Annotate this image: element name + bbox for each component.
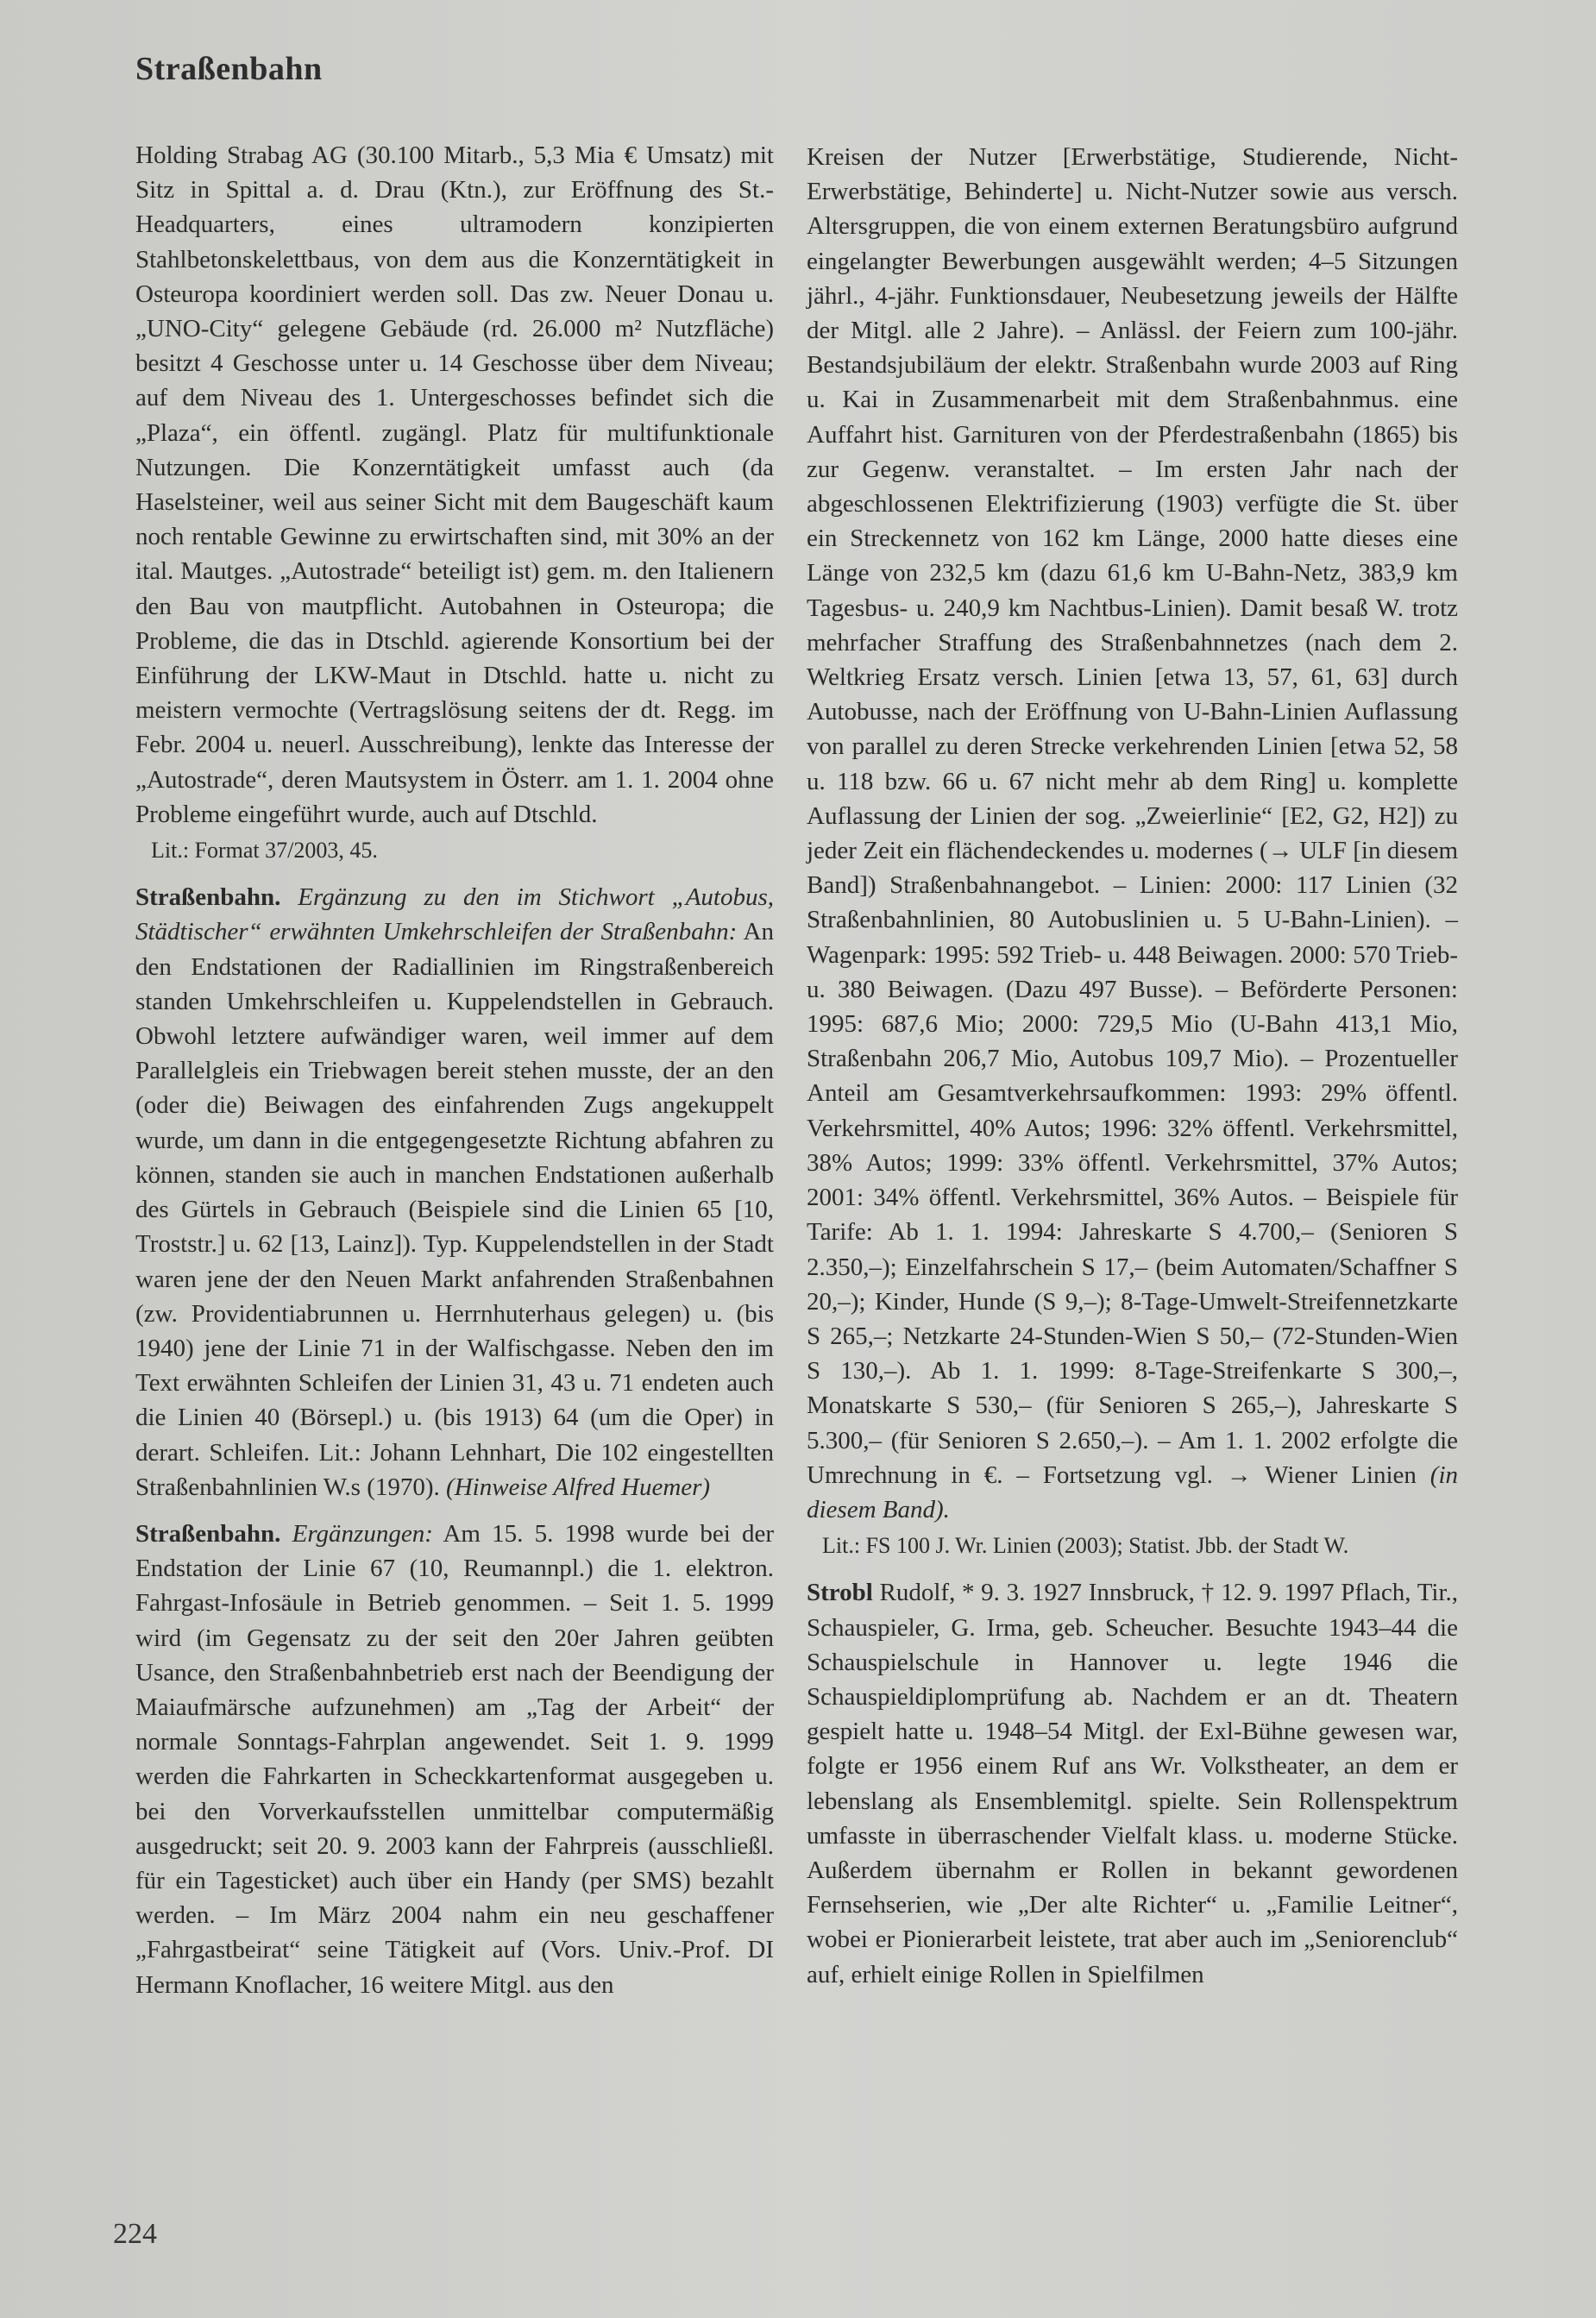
continuation-paragraph — [807, 140, 1458, 1527]
continuation-paragraph: Holding Strabag AG (30.100 Mitarb., 5,3 Mia € Umsatz) mit Sitz in Spittal a. d. Drau (Ktn.), zur Eröffnung des St.-Headquarters, eines ultramodern konzipierten Stahlbetonskelettbaus, von dem aus die Konzerntätigkeit in Osteuropa koordiniert werden soll. Das zw. Neuer Donau u. „UNO-City“ gelegene Gebäude (rd. 26.000 m² Nutzfläche) besitzt 4 Geschosse unter u. 14 Geschosse über dem Niveau; auf dem Niveau des 1. Untergeschosses befindet sich die „Plaza“, ein öffentl. zugängl. Platz für multifunktionale Nutzungen. Die Konzerntätigkeit umfasst auch (da Haselsteiner, weil aus seiner Sicht mit dem Baugeschäft kaum noch rentable Gewinne zu erwirtschaften sind, mit 30% an der ital. Mautges. „Autostrade“ beteiligt ist) gem. m. den Italienern den Bau von mautpflicht. Autobahnen in Osteuropa; die Probleme, die das in Dtschld. agierende Konsortium bei der Einführung der LKW-Maut in Dtschld. hatte u. nicht zu meistern vermochte (Vertragslösung seitens der dt. Regg. im Febr. 2004 u. neuerl. Ausschreibung), lenkte das Interesse der „Autostrade“, deren Mautsystem in Österr. am 1. 1. 2004 ohne Probleme eingeführt wurde, auch auf Dtschld. — [135, 141, 774, 828]
entry-body: Rudolf, * 9. 3. 1927 Innsbruck, † 12. 9. 1997 Pflach, Tir., Schauspieler, G. Irma, geb. Scheucher. Besuchte 1943–44 die Schauspielschule in Hannover u. legte 1946 die Schauspieldiplomprüfung ab. Nachdem er an dt. Theatern gespielt hatte u. 1948–54 Mitgl. der Exl-Bühne gewesen war, folgte er 1956 einem Ruf ans Wr. Volkstheater, an dem er lebenslang als Ensemblemitgl. spielte. Sein Rollenspektrum umfasste in überraschender Vielfalt klass. u. moderne Stücke. Außerdem übernahm er Rollen in bekannt gewordenen Fernsehserien, wie „Der alte Richter“ u. „Familie Leitner“, wobei er Pionierarbeit leistete, trat aber auch im „Seniorenclub“ auf, erhielt einige Rollen in Spielfilmen — [807, 1579, 1459, 1988]
entry-strassenbahn-2 — [135, 1517, 774, 2002]
literature-reference: Lit.: Format 37/2003, 45. — [151, 838, 378, 864]
entry-body: Am 15. 5. 1998 wurde bei der Endstation der Linie 67 (10, Reumannpl.) die 1. elektron. Fahrgast-Infosäule in Betrieb genommen. – Seit 1. 5. 1999 wird (im Gegensatz zu der seit den 20er Jahren geübten Usance, den Straßenbahnbetrieb erst nach der Beendigung der Maiaufmärsche aufzunehmen) am „Tag der Arbeit“ der normale Sonntags-Fahrplan angewendet. Seit 1. 9. 1999 werden die Fahrkarten in Scheckkartenformat ausgegeben u. bei den Vorverkaufsstellen unmittelbar computermäßig ausgedruckt; seit 20. 9. 2003 kann der Fahrpreis (ausschließl. für ein Tagesticket) auch über ein Handy (per SMS) bezahlt werden. – Im März 2004 nahm ein neu geschaffener „Fahrgastbeirat“ seine Tätigkeit auf (Vors. Univ.-Prof. DI Hermann Knoflacher, 16 weitere Mitgl. aus den — [135, 1519, 774, 1999]
entry-keyword: Strobl — [807, 1579, 873, 1607]
entry-note: (Hinweise Alfred Huemer) — [446, 1473, 711, 1501]
entry-keyword: Straßenbahn. — [135, 1519, 281, 1548]
entry-strassenbahn-1 — [135, 880, 774, 1505]
entry-body: Kreisen der Nutzer [Erwerbstätige, Studierende, Nicht-Erwerbstätige, Behinderte] u. Nicht-Nutzer sowie aus versch. Altersgruppen, die von einem externen Beratungsbüro aufgrund eingelangter Bewerbungen ausgewählt werden; 4–5 Sitzungen jährl., 4-jähr. Funktionsdauer, Neubesetzung jeweils der Hälfte der Mitgl. alle 2 Jahre). – Anlässl. der Feiern zum 100-jähr. Bestandsjubiläum der elektr. Straßenbahn wurde 2003 auf Ring u. Kai in Zusammenarbeit mit dem Straßenbahnmus. eine Auffahrt hist. Garnituren von der Pferdestraßenbahn (1865) bis zur Gegenw. veranstaltet. – Im ersten Jahr nach der abgeschlossenen Elektrifizierung (1903) verfügte die St. über ein Streckennetz von 162 km Länge, 2000 hatte dieses eine Länge von 232,5 km (dazu 61,6 km U-Bahn-Netz, 383,9 km Tagesbus- u. 240,9 km Nachtbus-Linien). Damit besaß W. trotz mehrfacher Straffung des Straßenbahnnetzes (nach dem 2. Weltkrieg Ersatz versch. Linien [etwa 13, 57, 61, 63] durch Autobusse, nach der Eröffnung von U-Bahn-Linien Auflassung von parallel zu deren Strecke verkehrenden Linien [etwa 52, 58 u. 118 bzw. 66 u. 67 nicht mehr ab dem Ring] u. komplette Auflassung der Linien der sog. „Zweierlinie“ [E2, G2, H2]) zu jeder Zeit ein flächendeckendes u. modernes (→ ULF [in diesem Band]) Straßenbahnangebot. – Linien: 2000: 117 Linien (32 Straßenbahnlinien, 80 Autobuslinien u. 5 U-Bahn-Linien). – Wagenpark: 1995: 592 Trieb- u. 448 Beiwagen. 2000: 570 Trieb- u. 380 Beiwagen. (Dazu 497 Busse). – Beförderte Personen: 1995: 687,6 Mio; 2000: 729,5 Mio (U-Bahn 413,1 Mio, Straßenbahn 206,7 Mio, Autobus 109,7 Mio). – Prozentueller Anteil am Gesamtverkehrsaufkommen: 1993: 29% öffentl. Verkehrsmittel, 40% Autos; 1996: 32% öffentl. Verkehrsmittel, 38% Autos; 1999: 33% öffentl. Verkehrsmittel, 37% Autos; 2001: 34% öffentl. Verkehrsmittel, 36% Autos. – Beispiele für Tarife: Ab 1. 1. 1994: Jahreskarte S 4.700,– (Senioren S 2.350,–); Einzelfahrschein S 17,– (beim Automaten/Schaffner S 20,–); Kinder, Hunde (S 9,–); 8-Tage-Umwelt-Streifennetzkarte S 265,–; Netzkarte 24-Stunden-Wien S 50,– (72-Stunden-Wien S 130,–). Ab 1. 1. 1999: 8-Tage-Streifenkarte S 300,–, Monatskarte S 530,– (für Senioren S 265,–), Jahreskarte S 5.300,– (für Senioren S 2.650,–). – Am 1. 1. 2002 erfolgte die Umrechnung in €. – Fortsetzung vgl. → Wiener Linien — [807, 143, 1458, 1489]
entry-keyword: Straßenbahn. — [135, 883, 281, 912]
running-head: Straßenbahn — [135, 51, 323, 87]
entry-italic-intro: Ergänzungen: — [292, 1519, 433, 1548]
left-column — [135, 138, 774, 2002]
literature-reference: Lit.: FS 100 J. Wr. Linien (2003); Statist. Jbb. der Stadt W. — [822, 1533, 1349, 1559]
page-number: 224 — [113, 2218, 157, 2250]
entry-strobl — [807, 1575, 1458, 1991]
entry-body: An den Endstationen der Radiallinien im Ringstraßenbereich standen Umkehrschleifen u. Kuppelendstellen in Gebrauch. Obwohl letztere aufwändiger waren, weil immer auf dem Parallelgleis ein Triebwagen bereit stehen musste, der an den (oder die) Beiwagen des einfahrenden Zugs angekuppelt wurde, um dann in die entgegengesetzte Richtung abfahren zu können, standen sie auch in manchen Endstationen außerhalb des Gürtels in Gebrauch (Beispiele sind die Linien 65 [10, Troststr.] u. 62 [13, Lainz]). Typ. Kuppelendstellen in der Stadt waren jene der den Neuen Markt anfahrenden Straßenbahnen (zw. Providentiabrunnen u. Herrnhuterhaus gelegen) u. (bis 1940) jene der Linie 71 in der Walfischgasse. Neben den im Text erwähnten Schleifen der Linien 31, 43 u. 71 endeten auch die Linien 40 (Börsepl.) u. (bis 1913) 64 (um die Oper) in derart. Schleifen. Lit.: Johann Lehnhart, Die 102 eingestellten Straßenbahnlinien W.s (1970). — [135, 918, 774, 1501]
entry-italic-intro: Ergänzung zu den im Stichwort „Autobus, Städtischer“ erwähnten Umkehrschleifen der Straßenbahn: — [135, 883, 774, 946]
entry-note: (in diesem Band). — [807, 1461, 1458, 1523]
right-column — [807, 140, 1458, 1992]
